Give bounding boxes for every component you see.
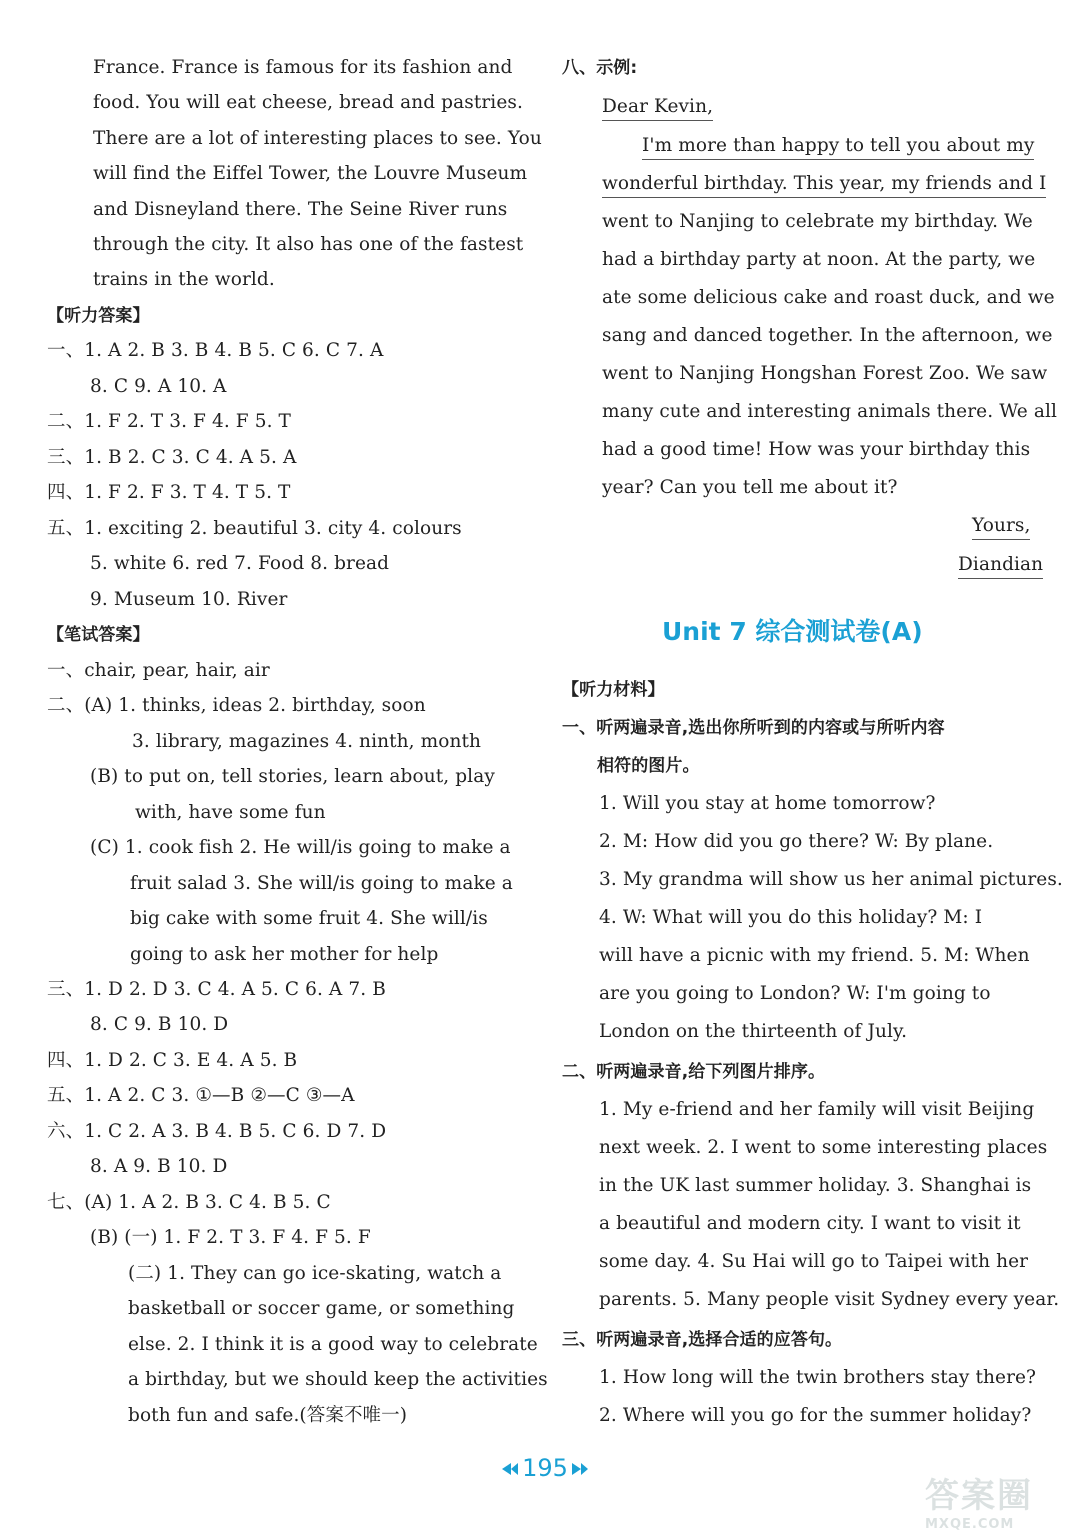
text-line: some day. 4. Su Hai will go to Taipei with her <box>599 1251 1029 1272</box>
text-line: 四、1. F 2. F 3. T 4. T 5. T <box>47 482 291 503</box>
text-line: basketball or soccer game, or something <box>128 1298 515 1319</box>
section-heading: 相符的图片。 <box>597 756 700 776</box>
text-line: had a good time! How was your birthday this <box>602 439 1031 460</box>
text-line: food. You will eat cheese, bread and pastries. <box>93 92 523 113</box>
text-line: will find the Eiffel Tower, the Louvre Museum <box>93 163 528 184</box>
text-line: 3. library, magazines 4. ninth, month <box>132 731 482 752</box>
text-line: France. France is famous for its fashion and <box>93 57 513 78</box>
text-line: fruit salad 3. She will/is going to make a <box>130 873 513 894</box>
text-line: with, have some fun <box>135 802 326 823</box>
watermark-bottom: MXQE.COM <box>925 1517 1015 1532</box>
text-line: 9. Museum 10. River <box>90 589 288 610</box>
text-line: 1. Will you stay at home tomorrow? <box>599 793 936 814</box>
page-footer <box>475 1454 615 1482</box>
text-line: big cake with some fruit 4. She will/is <box>130 908 488 929</box>
text-line: (B) (一) 1. F 2. T 3. F 4. F 5. F <box>90 1227 371 1248</box>
text-line: There are a lot of interesting places to see. You <box>93 128 542 149</box>
text-line: and Disneyland there. The Seine River runs <box>93 199 508 220</box>
text-line: 8. C 9. A 10. A <box>90 376 227 397</box>
text-line: 一、chair, pear, hair, air <box>47 660 270 681</box>
prev-arrow-icon <box>511 1463 518 1475</box>
text-line: wonderful birthday. This year, my friends and I <box>602 172 1046 198</box>
text-line: trains in the world. <box>93 269 275 290</box>
text-line: went to Nanjing to celebrate my birthday. We <box>602 211 1033 232</box>
text-line: are you going to London? W: I'm going to <box>599 983 991 1004</box>
text-line: 3. My grandma will show us her animal pictures. <box>599 869 1063 890</box>
section-heading: 【听力材料】 <box>562 680 665 700</box>
text-line: many cute and interesting animals there. We all <box>602 401 1057 422</box>
text-line: 1. My e-friend and her family will visit Beijing <box>599 1099 1035 1120</box>
text-line: 五、1. exciting 2. beautiful 3. city 4. colours <box>47 518 462 539</box>
section-title: Unit 7 综合测试卷(A) <box>662 617 923 646</box>
text-line: 一、1. A 2. B 3. B 4. B 5. C 6. C 7. A <box>47 340 384 361</box>
text-line: 三、1. D 2. D 3. C 4. A 5. C 6. A 7. B <box>47 979 386 1000</box>
watermark-top: 答案圈 <box>925 1476 1033 1516</box>
text-line: 二、(A) 1. thinks, ideas 2. birthday, soon <box>47 695 426 716</box>
text-line: 8. A 9. B 10. D <box>90 1156 228 1177</box>
text-line: had a birthday party at noon. At the party, we <box>602 249 1036 270</box>
text-line: (B) to put on, tell stories, learn about, play <box>90 766 495 787</box>
text-line: else. 2. I think it is a good way to celebrate <box>128 1334 538 1355</box>
next-arrow-icon <box>581 1463 588 1475</box>
text-line: parents. 5. Many people visit Sydney every year. <box>599 1289 1060 1310</box>
section-heading: 八、示例: <box>562 58 638 78</box>
section-heading: 二、听两遍录音,给下列图片排序。 <box>562 1062 826 1082</box>
text-line: (二) 1. They can go ice-skating, watch a <box>128 1263 502 1284</box>
text-line: 五、1. A 2. C 3. ①—B ②—C ③—A <box>47 1085 355 1106</box>
text-line: sang and danced together. In the afternoon, we <box>602 325 1053 346</box>
text-line: 4. W: What will you do this holiday? M: I <box>599 907 983 928</box>
text-line: through the city. It also has one of the fastest <box>93 234 524 255</box>
text-line: London on the thirteenth of July. <box>599 1021 908 1042</box>
section-heading: 【听力答案】 <box>47 306 150 326</box>
text-line: next week. 2. I went to some interesting places <box>599 1137 1048 1158</box>
text-line: Dear Kevin, <box>602 95 713 121</box>
text-line: went to Nanjing Hongshan Forest Zoo. We saw <box>602 363 1048 384</box>
text-line: a birthday, but we should keep the activities <box>128 1369 548 1390</box>
text-line: year? Can you tell me about it? <box>602 477 898 498</box>
text-line: I'm more than happy to tell you about my <box>642 134 1034 160</box>
text-line: Diandian <box>958 553 1043 579</box>
text-line: 2. Where will you go for the summer holiday? <box>599 1405 1032 1426</box>
text-line: 2. M: How did you go there? W: By plane. <box>599 831 994 852</box>
text-line: 二、1. F 2. T 3. F 4. F 5. T <box>47 411 291 432</box>
section-heading: 【笔试答案】 <box>47 625 150 645</box>
text-line: 七、(A) 1. A 2. B 3. C 4. B 5. C <box>47 1192 331 1213</box>
text-line: both fun and safe.(答案不唯一) <box>128 1405 408 1426</box>
text-line: 8. C 9. B 10. D <box>90 1014 229 1035</box>
text-line: in the UK last summer holiday. 3. Shanghai is <box>599 1175 1032 1196</box>
text-line: 5. white 6. red 7. Food 8. bread <box>90 553 390 574</box>
text-line: a beautiful and modern city. I want to visit it <box>599 1213 1021 1234</box>
prev-arrow-icon <box>502 1463 511 1475</box>
section-heading: 三、听两遍录音,选择合适的应答句。 <box>562 1330 843 1350</box>
text-line: ate some delicious cake and roast duck, and we <box>602 287 1055 308</box>
text-line: Yours, <box>972 514 1030 540</box>
text-line: 三、1. B 2. C 3. C 4. A 5. A <box>47 447 297 468</box>
text-line: going to ask her mother for help <box>130 944 439 965</box>
watermark-logo <box>925 1468 1075 1532</box>
text-line: 四、1. D 2. C 3. E 4. A 5. B <box>47 1050 298 1071</box>
section-heading: 一、听两遍录音,选出你所听到的内容或与所听内容 <box>562 718 945 738</box>
text-line: 六、1. C 2. A 3. B 4. B 5. C 6. D 7. D <box>47 1121 387 1142</box>
text-line: will have a picnic with my friend. 5. M: When <box>599 945 1030 966</box>
next-arrow-icon <box>572 1463 581 1475</box>
text-line: (C) 1. cook fish 2. He will/is going to make a <box>90 837 511 858</box>
text-line: 1. How long will the twin brothers stay there? <box>599 1367 1037 1388</box>
page-number: 195 <box>522 1454 568 1482</box>
